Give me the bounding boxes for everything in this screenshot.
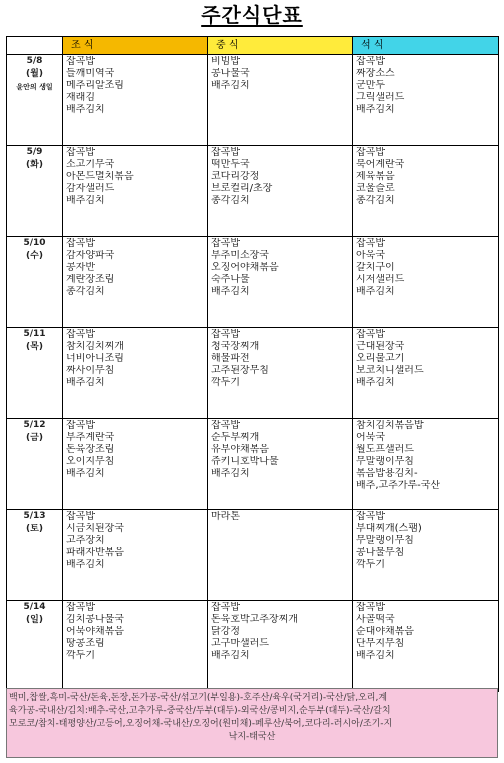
- dinner-cell: [353, 146, 499, 237]
- menu-item: 유부야채볶음: [211, 444, 269, 455]
- day-row: [7, 146, 499, 237]
- menu-item: 짜사이무침: [66, 365, 115, 376]
- breakfast-cell: [63, 419, 208, 510]
- menu-item: 잡곡밥: [211, 238, 240, 249]
- breakfast-cell: [63, 146, 208, 237]
- menu-item: 배추김치: [356, 650, 395, 661]
- menu-item: 잡곡밥: [356, 147, 385, 158]
- menu-item: 배추김치: [66, 377, 105, 388]
- origin-line: 백미,찹쌀,흑미-국산/돈육,돈장,돈가공-국산/섞고기(부일용)-호주산/육우(국거리)-국산/닭,오리,계: [9, 693, 388, 703]
- menu-item: 부추미소장국: [211, 250, 269, 261]
- menu-item: 잡곡밥: [211, 329, 240, 340]
- dinner-cell: [353, 510, 499, 601]
- day-cell: [7, 55, 63, 146]
- menu-item: 오리불고기: [356, 353, 405, 364]
- menu-item: 깍두기: [66, 650, 95, 661]
- menu-item: 코울슬로: [356, 183, 395, 194]
- day-cell: [7, 601, 63, 692]
- menu-item: 배추김치: [66, 468, 105, 479]
- menu-item: 배추김치: [356, 286, 395, 297]
- header-lunch: 중 식: [208, 37, 353, 55]
- menu-item: 잡곡밥: [356, 56, 385, 67]
- dinner-cell: [353, 237, 499, 328]
- lunch-cell: [208, 419, 353, 510]
- menu-item: 해물파전: [211, 353, 250, 364]
- dinner-cell: [353, 601, 499, 692]
- day-row: [7, 328, 499, 419]
- breakfast-cell: [63, 55, 208, 146]
- menu-item: 잡곡밥: [66, 329, 95, 340]
- menu-item: 잡곡밥: [211, 147, 240, 158]
- day-weekday: (월): [26, 69, 43, 79]
- day-date: 5/13: [23, 511, 46, 521]
- menu-item: 배추김치: [211, 468, 250, 479]
- menu-item: 잡곡밥: [356, 602, 385, 613]
- menu-item: 아몬드멸치볶음: [66, 171, 134, 182]
- menu-item: 보코치니샐러드: [356, 365, 424, 376]
- lunch-cell: [208, 328, 353, 419]
- day-date: 5/14: [23, 602, 46, 612]
- menu-item: 마라톤: [211, 511, 240, 522]
- day-weekday: (수): [26, 251, 43, 261]
- menu-item: 배추김치: [211, 650, 250, 661]
- day-weekday: (화): [26, 160, 43, 170]
- menu-item: 배추김치: [356, 104, 395, 115]
- header-corner: [7, 37, 63, 55]
- menu-item: 총각김치: [66, 286, 105, 297]
- day-date: 5/8: [26, 56, 43, 66]
- menu-item: 잡곡밥: [356, 238, 385, 249]
- menu-item: 단무지무침: [356, 638, 405, 649]
- menu-item: 부추계란국: [66, 432, 115, 443]
- menu-item: 잡곡밥: [211, 420, 240, 431]
- menu-item: 비빔밥: [211, 56, 240, 67]
- menu-item: 콩자반: [66, 262, 95, 273]
- menu-item: 고추장치: [66, 535, 105, 546]
- menu-item: 순두부찌개: [211, 432, 260, 443]
- menu-item: 시저샐러드: [356, 274, 405, 285]
- menu-item: 잡곡밥: [66, 56, 95, 67]
- day-row: [7, 601, 499, 692]
- menu-item: 김치콩나물국: [66, 614, 124, 625]
- origin-line: 육가공-국내산/김치:배추-국산,고추가루-중국산/두부(대두)-외국산/콩비지,순두부(대두)-국산/갈치: [9, 706, 391, 716]
- breakfast-cell: [63, 328, 208, 419]
- menu-item: 감자양파국: [66, 250, 115, 261]
- page-title: 주간식단표: [201, 3, 303, 27]
- menu-item: 재래김: [66, 92, 95, 103]
- menu-item: 참치김치볶음밥: [356, 420, 424, 431]
- menu-item: 배추,고추가루-국산: [356, 480, 441, 491]
- weekly-menu-table: [6, 36, 499, 692]
- day-row: [7, 510, 499, 601]
- menu-item: 숙주나물: [211, 274, 250, 285]
- day-cell: [7, 237, 63, 328]
- menu-item: 잡곡밥: [66, 602, 95, 613]
- menu-item: 고추된장무침: [211, 365, 269, 376]
- menu-item: 메추리알조림: [66, 80, 124, 91]
- menu-item: 돈육호박고추장찌개: [211, 614, 298, 625]
- lunch-cell: [208, 601, 353, 692]
- menu-item: 참치김치찌개: [66, 341, 124, 352]
- menu-item: 감자샐러드: [66, 183, 115, 194]
- day-date: 5/10: [23, 238, 46, 248]
- origin-line: 낙지-태국산: [228, 732, 276, 742]
- menu-item: 근대된장국: [356, 341, 405, 352]
- menu-item: 땅콩조림: [66, 638, 105, 649]
- menu-item: 잡곡밥: [356, 329, 385, 340]
- day-row: [7, 419, 499, 510]
- menu-item: 배추김치: [66, 559, 105, 570]
- lunch-cell: [208, 237, 353, 328]
- menu-item: 콩나물무침: [356, 547, 405, 558]
- menu-item: 어묵야채볶음: [66, 626, 124, 637]
- menu-item: 닭강정: [211, 626, 240, 637]
- menu-item: 볶음밥용김치-: [356, 468, 418, 479]
- day-cell: [7, 328, 63, 419]
- menu-item: 총각김치: [356, 195, 395, 206]
- day-weekday: (목): [26, 342, 43, 352]
- menu-item: 소고기무국: [66, 159, 115, 170]
- menu-item: 오징어야채볶음: [211, 262, 279, 273]
- menu-item: 잡곡밥: [66, 147, 95, 158]
- menu-item: 북어계란국: [356, 159, 405, 170]
- day-date: 5/12: [23, 420, 46, 430]
- menu-item: 돈육장조림: [66, 444, 115, 455]
- menu-item: 잡곡밥: [356, 511, 385, 522]
- day-row: [7, 237, 499, 328]
- menu-item: 그릭샐러드: [356, 92, 405, 103]
- lunch-cell: [208, 146, 353, 237]
- menu-item: 총각김치: [211, 195, 250, 206]
- day-row: [7, 55, 499, 146]
- menu-item: 시금치된장국: [66, 523, 124, 534]
- menu-item: 브로컬리/초장: [211, 183, 273, 194]
- menu-item: 무말랭이무침: [356, 456, 414, 467]
- menu-item: 들깨미역국: [66, 68, 115, 79]
- header-breakfast: 조 식: [63, 37, 208, 55]
- menu-item: 쥬키니호박나물: [211, 456, 279, 467]
- menu-item: 군만두: [356, 80, 385, 91]
- menu-item: 깍두기: [356, 559, 385, 570]
- menu-item: 콩나물국: [211, 68, 250, 79]
- header-row: [7, 37, 499, 55]
- menu-item: 제육볶음: [356, 171, 395, 182]
- menu-item: 너비아니조림: [66, 353, 124, 364]
- day-date: 5/11: [23, 329, 46, 339]
- lunch-cell: [208, 55, 353, 146]
- menu-item: 배추김치: [66, 195, 105, 206]
- menu-item: 아욱국: [356, 250, 385, 261]
- day-weekday: (금): [26, 433, 43, 443]
- menu-item: 부대찌개(스팸): [356, 523, 422, 534]
- menu-item: 순대야채볶음: [356, 626, 414, 637]
- menu-item: 사골떡국: [356, 614, 395, 625]
- menu-item: 짜장소스: [356, 68, 395, 79]
- menu-item: 갈치구이: [356, 262, 395, 273]
- day-cell: [7, 419, 63, 510]
- breakfast-cell: [63, 510, 208, 601]
- breakfast-cell: [63, 601, 208, 692]
- breakfast-cell: [63, 237, 208, 328]
- menu-item: 잡곡밥: [66, 420, 95, 431]
- menu-item: 어묵국: [356, 432, 385, 443]
- menu-item: 배추김치: [66, 104, 105, 115]
- menu-item: 잡곡밥: [66, 511, 95, 522]
- menu-item: 코다리강정: [211, 171, 260, 182]
- menu-item: 배추김치: [211, 286, 250, 297]
- day-weekday: (토): [26, 524, 43, 534]
- menu-item: 고구마샐러드: [211, 638, 269, 649]
- menu-item: 배추김치: [211, 80, 250, 91]
- menu-item: 무말랭이무침: [356, 535, 414, 546]
- menu-item: 계란장조림: [66, 274, 115, 285]
- header-dinner: 석 식: [353, 37, 499, 55]
- menu-item: 배추김치: [356, 377, 395, 388]
- origin-notice: [6, 688, 498, 758]
- dinner-cell: [353, 419, 499, 510]
- day-cell: [7, 146, 63, 237]
- day-weekday: (일): [26, 615, 43, 625]
- day-note: 윤안의 생일: [16, 83, 53, 91]
- menu-item: 오이지무침: [66, 456, 115, 467]
- menu-item: 떡만두국: [211, 159, 250, 170]
- menu-item: 파래자반볶음: [66, 547, 124, 558]
- day-cell: [7, 510, 63, 601]
- menu-item: 월도프샐러드: [356, 444, 414, 455]
- dinner-cell: [353, 55, 499, 146]
- lunch-cell: [208, 510, 353, 601]
- day-date: 5/9: [26, 147, 43, 157]
- dinner-cell: [353, 328, 499, 419]
- menu-item: 잡곡밥: [211, 602, 240, 613]
- menu-item: 깍두기: [211, 377, 240, 388]
- menu-item: 청국장찌개: [211, 341, 260, 352]
- menu-item: 잡곡밥: [66, 238, 95, 249]
- origin-line: 모로코/참치-태평양산/고등어,오징어채-국내산/오징어(원미채)-페루산/북어,코다리-러시아/조기-지: [9, 719, 393, 729]
